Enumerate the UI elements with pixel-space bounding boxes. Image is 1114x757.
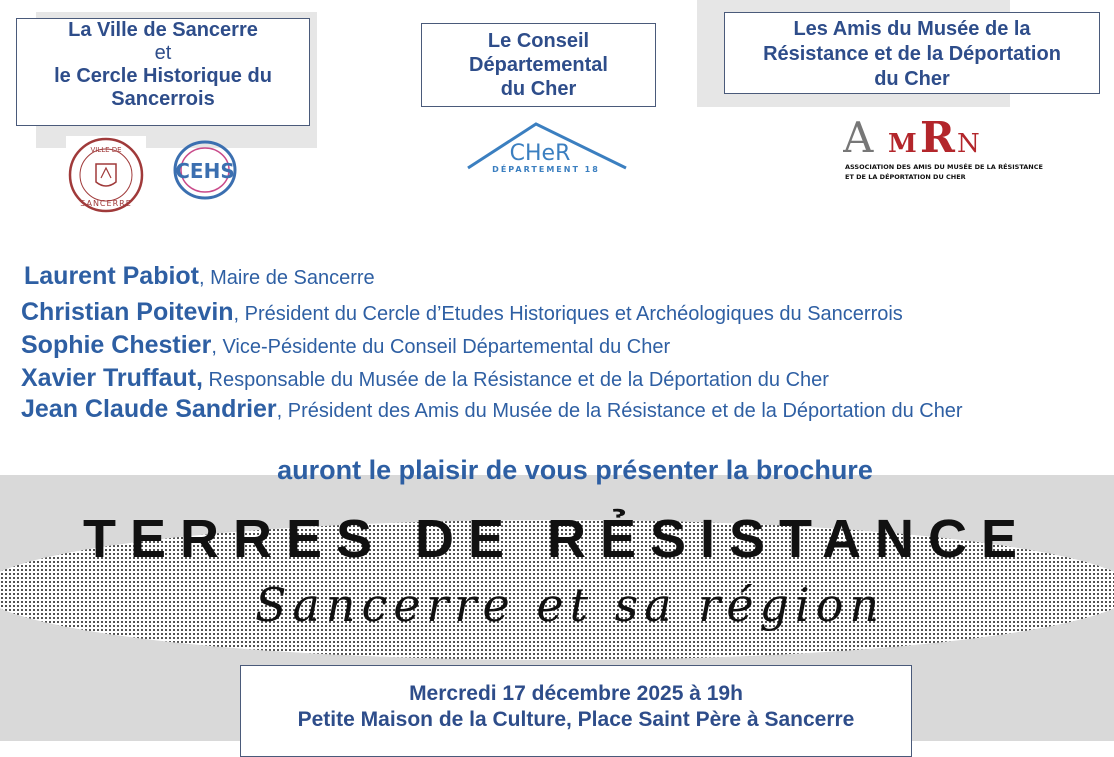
organizer-box-amis — [724, 12, 1100, 94]
organizer-amis-line3: du Cher — [874, 68, 950, 90]
organizer-amis-line2: Résistance et de la Déportation — [763, 43, 1061, 65]
amrn-letter-a: A — [843, 114, 874, 162]
ceshs-letters: CEHS — [175, 159, 235, 183]
speaker-name: Sophie Chestier — [21, 331, 212, 359]
organizer-sancerre-line1: La Ville de Sancerre — [68, 19, 258, 41]
amrn-caption-2: ET DE LA DÉPORTATION DU CHER — [845, 173, 966, 181]
event-details-box — [240, 665, 912, 757]
organizer-sancerre-line3: le Cercle Historique du Sancerrois — [54, 65, 272, 110]
organizer-conseil-line1: Le Conseil — [487, 30, 590, 52]
organizer-conseil-line3: du Cher — [500, 78, 577, 100]
amrn-caption-1: ASSOCIATION DES AMIS DU MUSÉE DE LA RÉSISTANCE — [845, 163, 1043, 171]
speaker-line — [21, 331, 670, 360]
seal-bottom-text: SANCERRE — [80, 199, 132, 208]
brochure-subtitle: Sancerre et sa région — [254, 578, 886, 632]
organizer-amis-line1: Les Amis du Musée de la — [793, 18, 1031, 40]
sancerre-seal-logo — [66, 136, 146, 214]
speaker-name: Jean Claude Sandrier — [21, 395, 277, 423]
organizer-box-conseil — [421, 23, 656, 107]
announcement-text: auront le plaisir de vous présenter la brochure — [277, 455, 873, 485]
speaker-line — [24, 262, 375, 291]
amrn-letter-r: R — [920, 114, 955, 162]
brochure-title: TERRES DE RẺSISTANCE — [82, 509, 1032, 569]
speaker-role: , Maire de Sancerre — [199, 267, 375, 289]
cher-word: CHeR — [509, 141, 571, 166]
organizer-sancerre-line2: et — [154, 42, 172, 64]
speaker-line — [21, 298, 903, 327]
ceshs-logo — [163, 138, 248, 204]
amrn-letter-m: M — [888, 129, 917, 159]
speaker-role: , Président des Amis du Musée de la Résistance et de la Déportation du Cher — [276, 400, 963, 422]
event-date: Mercredi 17 décembre 2025 à 19h — [409, 682, 743, 705]
event-place: Petite Maison de la Culture, Place Saint Père à Sancerre — [297, 708, 855, 731]
speaker-line — [21, 364, 829, 393]
amrn-letter-n: N — [957, 129, 980, 159]
amrn-logo — [843, 114, 1043, 184]
speaker-name: Xavier Truffaut, — [21, 364, 203, 392]
speaker-role: , Président du Cercle d’Etudes Historiques et Archéologiques du Sancerrois — [233, 303, 903, 325]
speaker-line — [21, 395, 963, 424]
seal-top-text: VILLE DE — [90, 146, 122, 154]
speaker-name: Laurent Pabiot — [24, 262, 200, 290]
cher-caption: DÉPARTEMENT 18 — [492, 165, 600, 174]
speaker-name: Christian Poitevin — [21, 298, 234, 326]
speaker-role: Responsable du Musée de la Résistance et de la Déportation du Cher — [203, 369, 829, 391]
speaker-role: , Vice-Pésidente du Conseil Départemental du Cher — [211, 336, 671, 358]
organizer-conseil-line2: Départemental — [469, 54, 608, 76]
cher-department-logo — [462, 120, 632, 176]
organizer-box-sancerre — [16, 18, 310, 126]
